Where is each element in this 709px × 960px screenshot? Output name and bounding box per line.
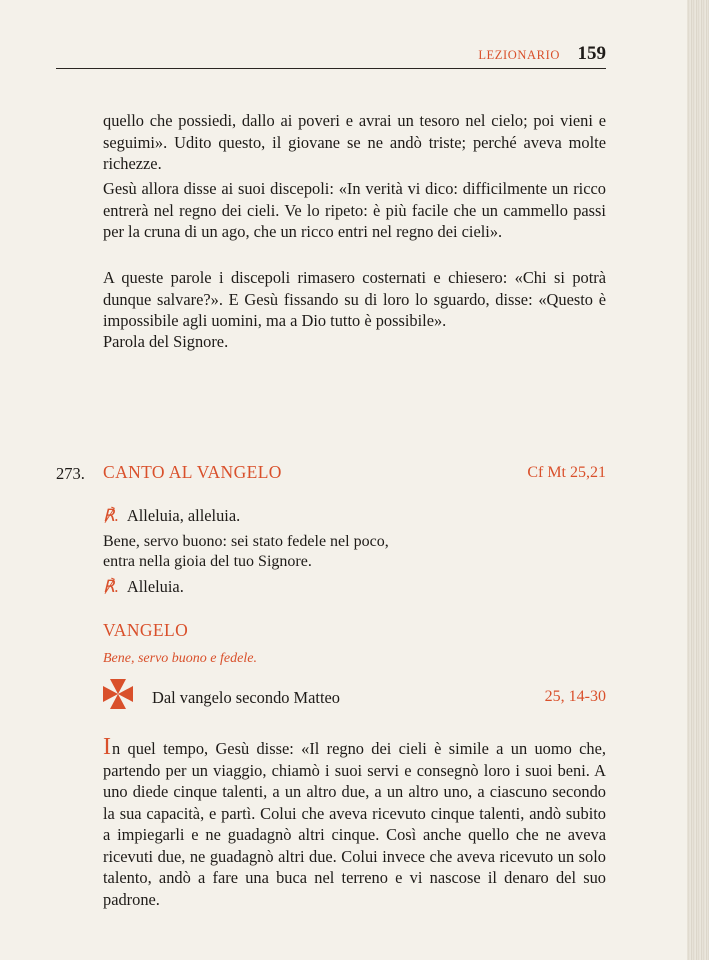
response-line — [103, 506, 240, 526]
section-reference: Cf Mt 25,21 — [527, 464, 606, 481]
gospel-subtitle: Bene, servo buono e fedele. — [103, 651, 257, 666]
reading-paragraph: quello che possiedi, dallo ai poveri e avrai un tesoro nel cielo; poi vieni e seguimi». Udito questo, il giovane se ne andò triste; perché aveva molte richezze. — [103, 111, 606, 173]
response-line — [103, 577, 184, 597]
gospel-body: n quel tempo, Gesù disse: «Il regno dei cieli è simile a un uomo che, partendo per un viaggio, chiamò i suoi servi e consegnò loro i suoi beni. A uno diede cinque talenti, a un altro due, a un altro uno, a ciascuno secondo la sua capacità, e partì. Colui che aveva ricevuto cinque talenti, andò subito a impiegarli e ne guadagnò altri cinque. Così anche quello che ne aveva ricevuti due, ne guadagnò altri due. Colui invece che aveva ricevuto un solo talento, andò a fare una buca nel terreno e vi nascose il denaro del suo padrone. — [103, 739, 606, 909]
reading-paragraph: Gesù allora disse ai suoi discepoli: «In verità vi dico: difficilmente un ricco entrerà nel regno dei cieli. Ve lo ripeto: è più facile che un cammello passi per la cruna di un ago, che un ricco entri nel regno dei cieli». — [103, 179, 606, 241]
section-title: CANTO AL VANGELO — [103, 462, 282, 482]
gospel-source: Dal vangelo secondo Matteo — [152, 688, 340, 707]
red-cross-icon — [101, 677, 135, 711]
response-symbol: ℟. — [103, 506, 119, 525]
response-symbol: ℟. — [103, 577, 119, 596]
reading-paragraph: A queste parole i discepoli rimasero costernati e chiesero: «Chi si potrà dunque salvare?». E Gesù fissando su di loro lo sguardo, disse: «Questo è impossibile agli uomini, ma a Dio tutto è possibile». — [103, 268, 606, 330]
verse-line: Bene, servo buono: sei stato fedele nel poco, — [103, 533, 389, 550]
running-title: LEZIONARIO — [478, 48, 560, 62]
response-text: Alleluia. — [126, 577, 184, 596]
gospel-text — [103, 735, 606, 910]
running-header — [56, 43, 606, 69]
page-number: 159 — [577, 43, 606, 64]
reading-closing: Parola del Signore. — [103, 332, 229, 351]
gospel-reference: 25, 14-30 — [544, 688, 606, 705]
response-text: Alleluia, alleluia. — [126, 506, 241, 525]
page-edge — [687, 0, 709, 960]
drop-cap: I — [103, 734, 111, 760]
acclamation-verse — [103, 532, 389, 572]
section-number: 273. — [56, 464, 85, 483]
verse-line: entra nella gioia del tuo Signore. — [103, 553, 312, 570]
gospel-title: VANGELO — [103, 620, 189, 640]
